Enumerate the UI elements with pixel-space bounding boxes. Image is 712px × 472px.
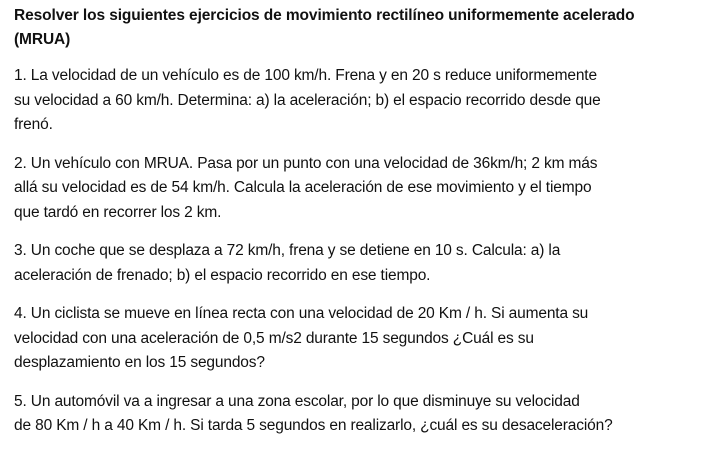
exercise-line: aceleración de frenado; b) el espacio recorrido en ese tiempo. — [14, 266, 431, 284]
exercise-1 — [14, 64, 706, 138]
exercise-line: 5. Un automóvil va a ingresar a una zona escolar, por lo que disminuye su velocidad — [14, 392, 580, 410]
title-line: (MRUA) — [14, 31, 71, 48]
exercise-line: 1. La velocidad de un vehículo es de 100 km/h. Frena y en 20 s reduce uniformemente — [14, 67, 597, 84]
worksheet — [14, 4, 706, 453]
exercise-line: que tardó en recorrer los 2 km. — [14, 203, 222, 221]
exercise-line: 4. Un ciclista se mueve en línea recta con una velocidad de 20 Km / h. Si aumenta su — [14, 305, 589, 322]
exercise-line: de 80 Km / h a 40 Km / h. Si tarda 5 segundos en realizarlo, ¿cuál es su desaceleración? — [14, 417, 613, 434]
exercise-line: 3. Un coche que se desplaza a 72 km/h, frena y se detiene en 10 s. Calcula: a) la — [14, 242, 561, 259]
exercise-line: 2. Un vehículo con MRUA. Pasa por un punto con una velocidad de 36km/h; 2 km más — [14, 154, 598, 172]
worksheet-title — [14, 4, 706, 52]
exercise-2 — [14, 152, 706, 226]
exercise-4 — [14, 302, 706, 376]
title-line: Resolver los siguientes ejercicios de movimiento rectilíneo uniformemente acelerado — [14, 7, 635, 24]
exercise-line: velocidad con una aceleración de 0,5 m/s2 durante 15 segundos ¿Cuál es su — [14, 329, 534, 347]
exercise-3 — [14, 239, 706, 288]
exercise-line: frenó. — [14, 116, 53, 133]
exercise-line: allá su velocidad es de 54 km/h. Calcula la aceleración de ese movimiento y el tiempo — [14, 179, 592, 196]
exercise-5 — [14, 390, 706, 439]
exercise-line: desplazamiento en los 15 segundos? — [14, 354, 265, 371]
exercise-line: su velocidad a 60 km/h. Determina: a) la aceleración; b) el espacio recorrido desde que — [14, 91, 601, 109]
